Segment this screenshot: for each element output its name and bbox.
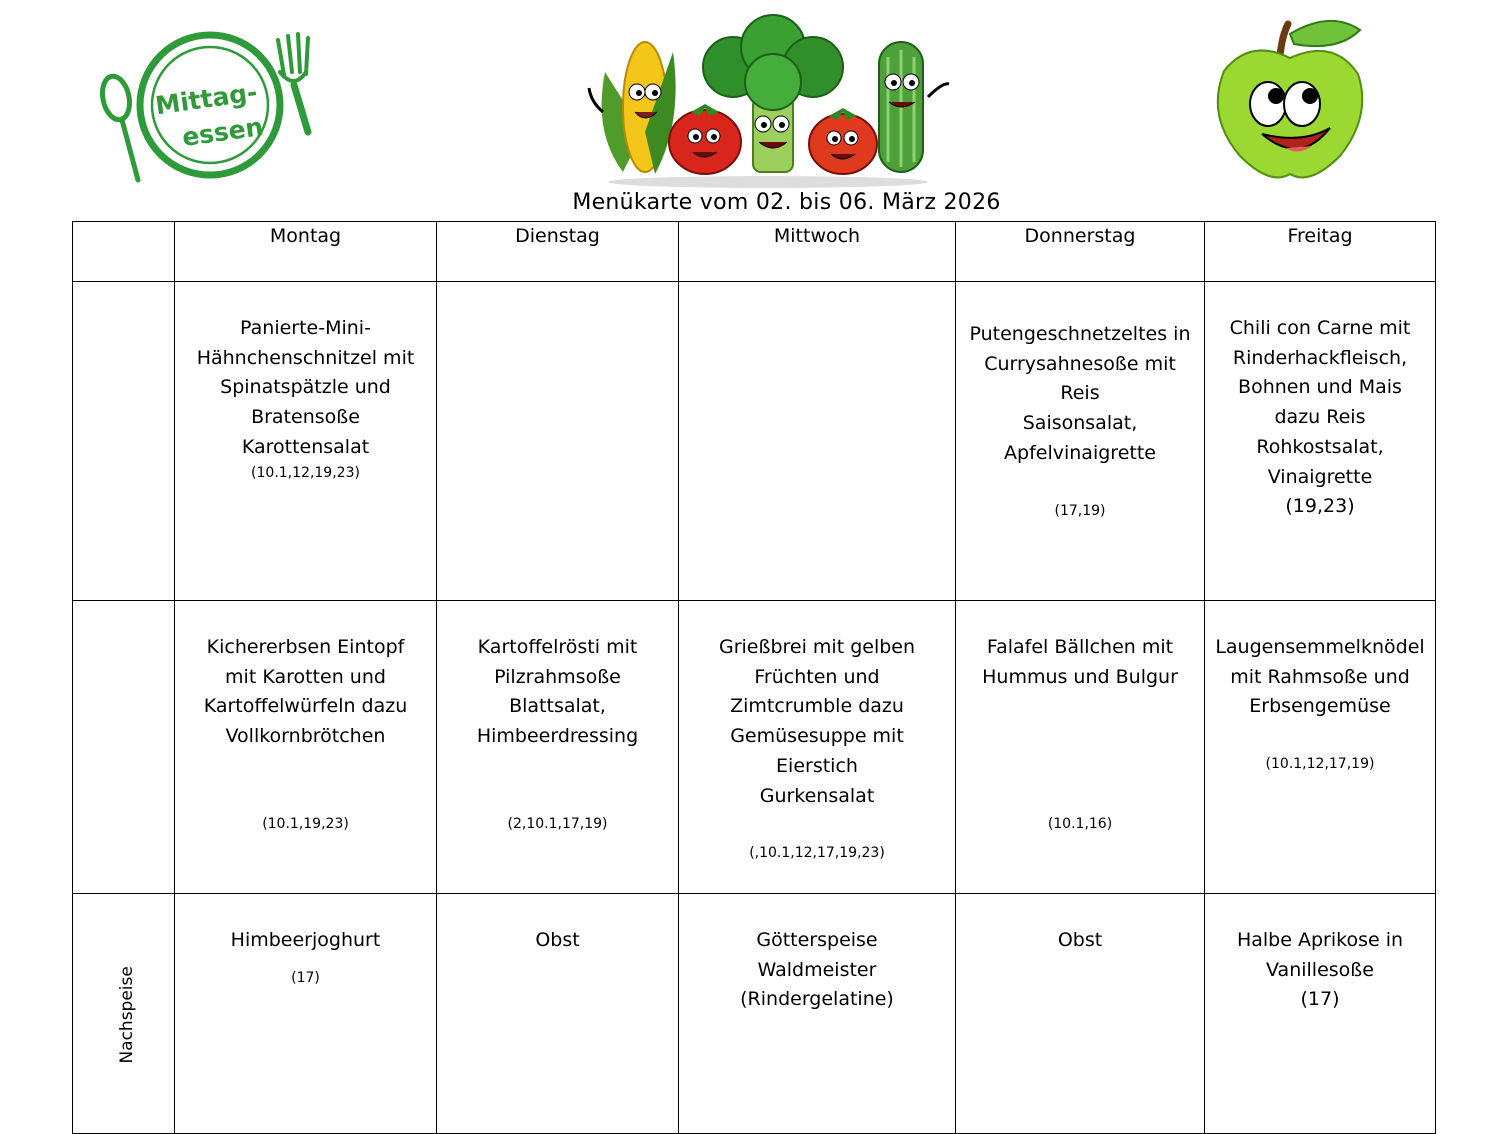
meal-cell	[1205, 601, 1436, 894]
meal-cell	[175, 894, 437, 1134]
dish-line: Vollkornbrötchen	[225, 725, 386, 748]
dish-line: Gurkensalat	[759, 784, 875, 807]
dish-line: Himbeerdressing	[476, 725, 639, 748]
dish-line: Himbeerjoghurt	[230, 929, 381, 951]
dish-line: Blattsalat,	[509, 695, 606, 718]
dish-line: dazu Reis	[1274, 406, 1366, 429]
dish-line: Obst	[1057, 929, 1103, 951]
meal-cell	[679, 894, 956, 1134]
dish-line: Pilzrahmsoße	[494, 665, 621, 688]
day-header-mittwoch: Mittwoch	[679, 222, 956, 282]
dish-line: Spinatspätzle und	[220, 376, 391, 399]
dish-line: Halbe Aprikose in	[1236, 929, 1404, 951]
dish-line: Rinderhackfleisch,	[1232, 346, 1408, 369]
dish-line: Kartoffelwürfeln dazu	[203, 695, 408, 718]
dish-line: Götterspeise	[756, 929, 878, 951]
row-label-nachspeise	[73, 894, 175, 1134]
dish-line: mit Rahmsoße und	[1230, 665, 1410, 688]
dish-line: Obst	[535, 929, 580, 951]
dish-line: Rohkostsalat,	[1256, 435, 1384, 458]
dish-line: (17)	[1300, 988, 1340, 1011]
meal-cell	[437, 894, 679, 1134]
dish-line: Kartoffelrösti mit	[477, 636, 638, 658]
menu-row-2	[73, 601, 1436, 894]
dish-line: (19,23)	[1285, 495, 1355, 518]
dish-line: Laugensemmelknödel	[1215, 636, 1425, 658]
mittagessen-logo	[98, 20, 323, 190]
dish-line: Bohnen und Mais	[1238, 376, 1402, 399]
logo-text-line1: Mittag-	[153, 77, 260, 121]
day-header-donnerstag: Donnerstag	[956, 222, 1205, 282]
day-header-row	[73, 222, 1436, 282]
vegetables-illustration	[583, 12, 953, 190]
meal-cell	[679, 601, 956, 894]
day-header-freitag: Freitag	[1205, 222, 1436, 282]
allergen-codes: (,10.1,12,17,19,23)	[749, 845, 885, 862]
day-header-dienstag: Dienstag	[437, 222, 679, 282]
meal-cell-empty	[437, 282, 679, 601]
dish-line: Falafel Bällchen mit	[986, 636, 1174, 658]
allergen-codes: (10.1,19,23)	[262, 815, 349, 832]
dish-line: Panierte-Mini-	[240, 317, 371, 339]
allergen-codes: (2,10.1,17,19)	[507, 815, 608, 832]
dish-line: Vanillesoße	[1266, 958, 1374, 981]
menu-row-1	[73, 282, 1436, 601]
dish-line: Zimtcrumble dazu	[730, 695, 904, 718]
allergen-codes: (10.1,12,17,19)	[1265, 756, 1375, 773]
menu-title: Menükarte vom 02. bis 06. März 2026	[572, 190, 1001, 215]
allergen-codes: (17)	[291, 969, 320, 986]
dish-line: Putengeschnetzeltes in	[969, 323, 1191, 345]
meal-cell	[956, 601, 1205, 894]
dish-line: Saisonsalat,	[1022, 412, 1138, 435]
dish-line: Kichererbsen Eintopf	[206, 636, 405, 658]
meal-cell	[956, 894, 1205, 1134]
apple-illustration	[1210, 16, 1375, 186]
dish-line: Erbsengemüse	[1249, 695, 1391, 718]
day-header-montag: Montag	[175, 222, 437, 282]
row-label	[73, 282, 175, 601]
logo-text-line2: essen	[180, 111, 265, 153]
dish-line: Hummus und Bulgur	[982, 665, 1178, 688]
meal-cell	[175, 601, 437, 894]
meal-cell	[175, 282, 437, 601]
meal-cell	[1205, 894, 1436, 1134]
header-corner	[73, 222, 175, 282]
row-label	[73, 601, 175, 894]
dish-line: Vinaigrette	[1267, 465, 1373, 488]
meal-cell	[956, 282, 1205, 601]
dish-line: Bratensoße	[251, 406, 360, 429]
dish-line: Gemüsesuppe mit	[730, 725, 904, 748]
allergen-codes: (10.1,12,19,23)	[251, 464, 360, 481]
dish-line: Apfelvinaigrette	[1004, 441, 1156, 464]
menu-table	[72, 221, 1436, 1134]
dish-line: Grießbrei mit gelben	[718, 636, 916, 658]
meal-cell-empty	[679, 282, 956, 601]
dish-line: Chili con Carne mit	[1229, 317, 1411, 339]
dish-line: Eierstich	[776, 754, 858, 777]
dish-line: Reis	[1060, 382, 1100, 405]
row-label-text: Nachspeise	[116, 966, 137, 1064]
dish-line: Currysahnesoße mit	[984, 352, 1176, 375]
dish-line: Hähnchenschnitzel mit	[196, 346, 415, 369]
dish-line: Früchten und	[754, 665, 880, 688]
menu-row-dessert	[73, 894, 1436, 1134]
allergen-codes: (10.1,16)	[1047, 816, 1113, 833]
meal-cell	[437, 601, 679, 894]
dish-line: (Rindergelatine)	[740, 988, 894, 1011]
meal-cell	[1205, 282, 1436, 601]
dish-line: Waldmeister	[757, 958, 877, 981]
dish-line: Karottensalat	[241, 435, 370, 458]
allergen-codes: (17,19)	[1054, 502, 1106, 519]
dish-line: mit Karotten und	[225, 665, 386, 688]
